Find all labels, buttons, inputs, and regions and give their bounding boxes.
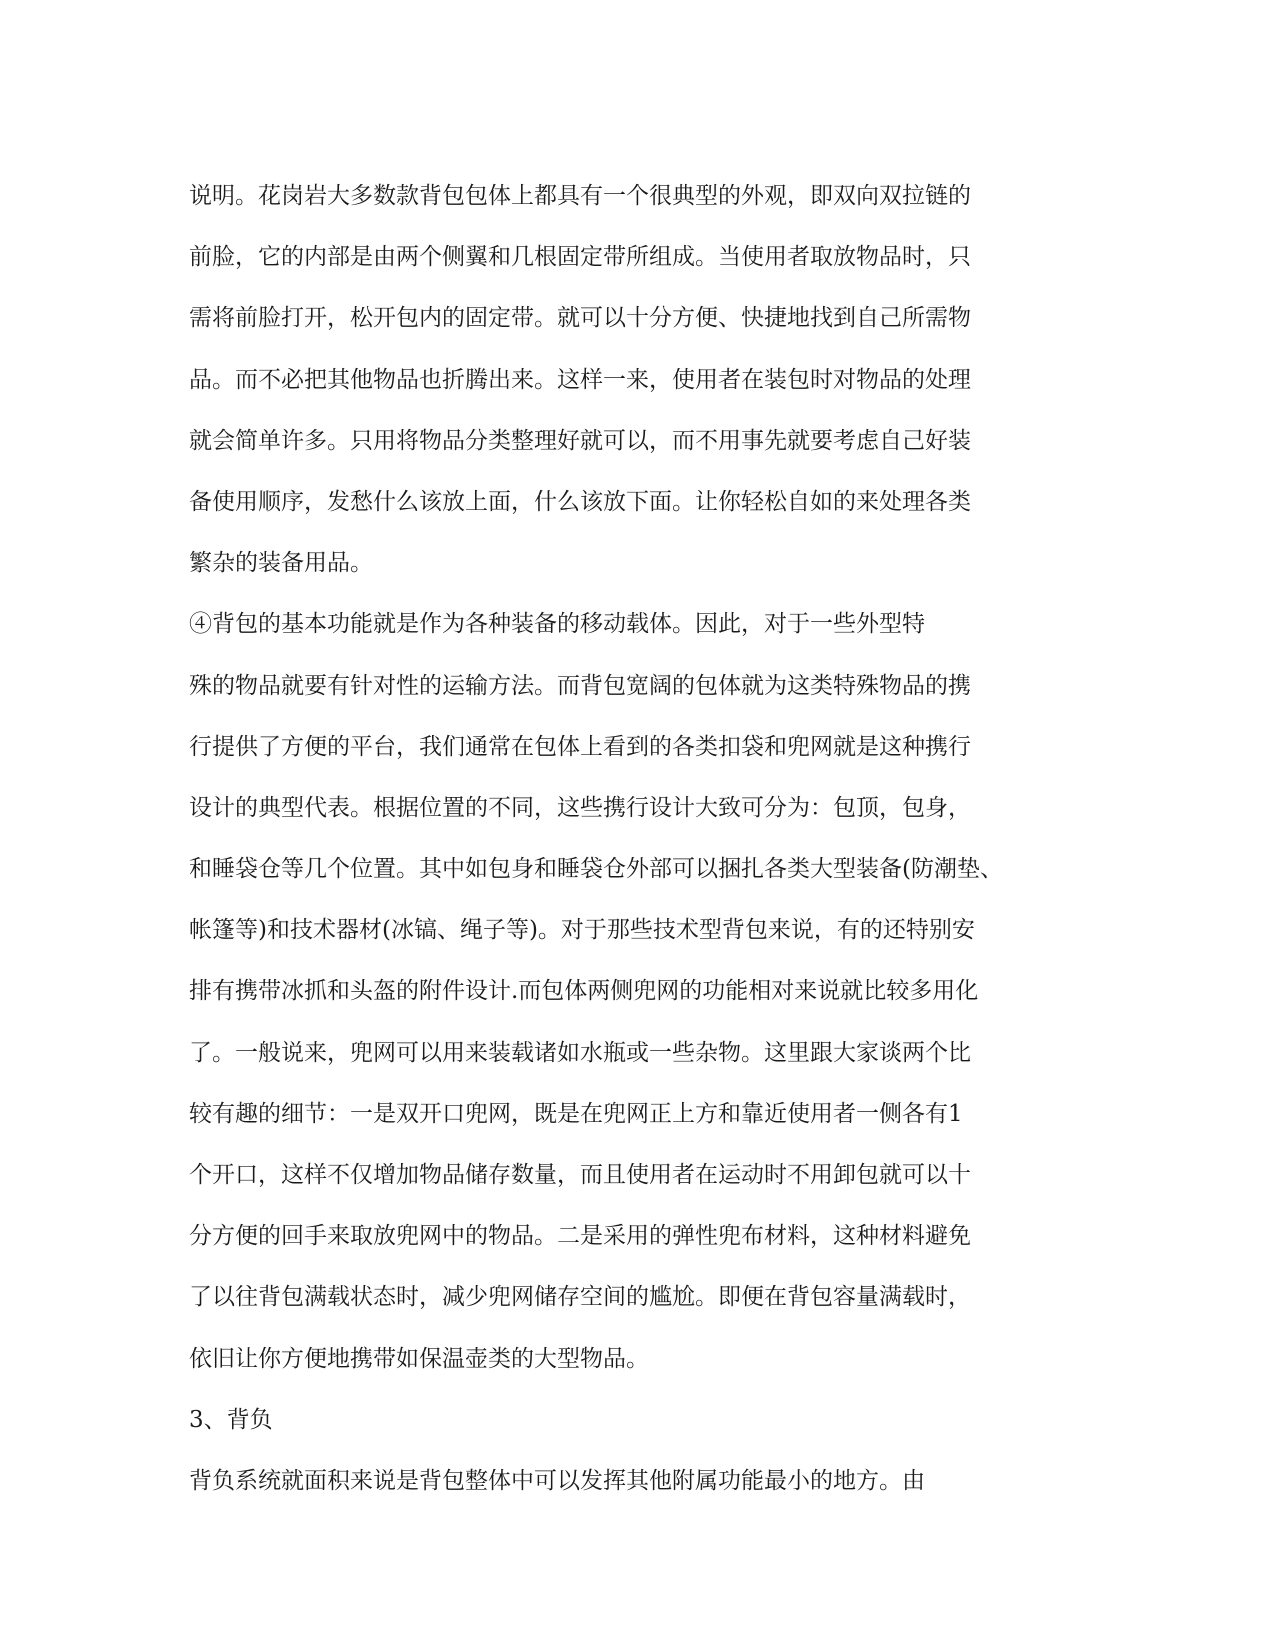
text-line: 分方便的回手来取放兜网中的物品。二是采用的弹性兜布材料，这种材料避免: [189, 1223, 971, 1250]
text-line: 设计的典型代表。根据位置的不同，这些携行设计大致可分为：包顶，包身，: [189, 794, 971, 821]
body-text: [189, 166, 1069, 1512]
text-line: 较有趣的细节：一是双开口兜网，既是在兜网正上方和靠近使用者一侧各有1: [189, 1100, 963, 1127]
text-line: 繁杂的装备用品。: [189, 550, 373, 577]
text-line: 依旧让你方便地携带如保温壶类的大型物品。: [189, 1345, 649, 1372]
text-line: 需将前脸打开，松开包内的固定带。就可以十分方便、快捷地找到自己所需物: [189, 305, 971, 332]
text-line: 和睡袋仓等几个位置。其中如包身和睡袋仓外部可以捆扎各类大型装备(防潮垫、: [189, 856, 1003, 883]
text-line: 帐篷等)和技术器材(冰镐、绳子等)。对于那些技术型背包来说，有的还特别安: [189, 917, 975, 944]
section-heading: 3、背负: [189, 1406, 273, 1433]
text-line: 行提供了方便的平台，我们通常在包体上看到的各类扣袋和兜网就是这种携行: [189, 733, 971, 760]
text-line: 殊的物品就要有针对性的运输方法。而背包宽阔的包体就为这类特殊物品的携: [189, 672, 971, 699]
text-line: 了。一般说来，兜网可以用来装载诸如水瓶或一些杂物。这里跟大家谈两个比: [189, 1039, 971, 1066]
text-line: 了以往背包满载状态时，减少兜网储存空间的尴尬。即便在背包容量满载时，: [189, 1284, 971, 1311]
text-line: 个开口，这样不仅增加物品储存数量，而且使用者在运动时不用卸包就可以十: [189, 1162, 971, 1188]
text-line: 备使用顺序，发愁什么该放上面，什么该放下面。让你轻松自如的来处理各类: [189, 488, 971, 515]
text-line: 背负系统就面积来说是背包整体中可以发挥其他附属功能最小的地方。由: [189, 1467, 925, 1494]
text-line: 说明。花岗岩大多数款背包包体上都具有一个很典型的外观，即双向双拉链的: [189, 183, 971, 209]
text-line: 前脸，它的内部是由两个侧翼和几根固定带所组成。当使用者取放物品时，只: [189, 244, 971, 271]
text-line: ④背包的基本功能就是作为各种装备的移动载体。因此，对于一些外型特: [189, 611, 925, 638]
text-line: 就会简单许多。只用将物品分类整理好就可以，而不用事先就要考虑自己好装: [189, 427, 971, 454]
text-line: 品。而不必把其他物品也折腾出来。这样一来，使用者在装包时对物品的处理: [189, 366, 971, 393]
text-line: 排有携带冰抓和头盔的附件设计.而包体两侧兜网的功能相对来说就比较多用化: [189, 978, 979, 1005]
